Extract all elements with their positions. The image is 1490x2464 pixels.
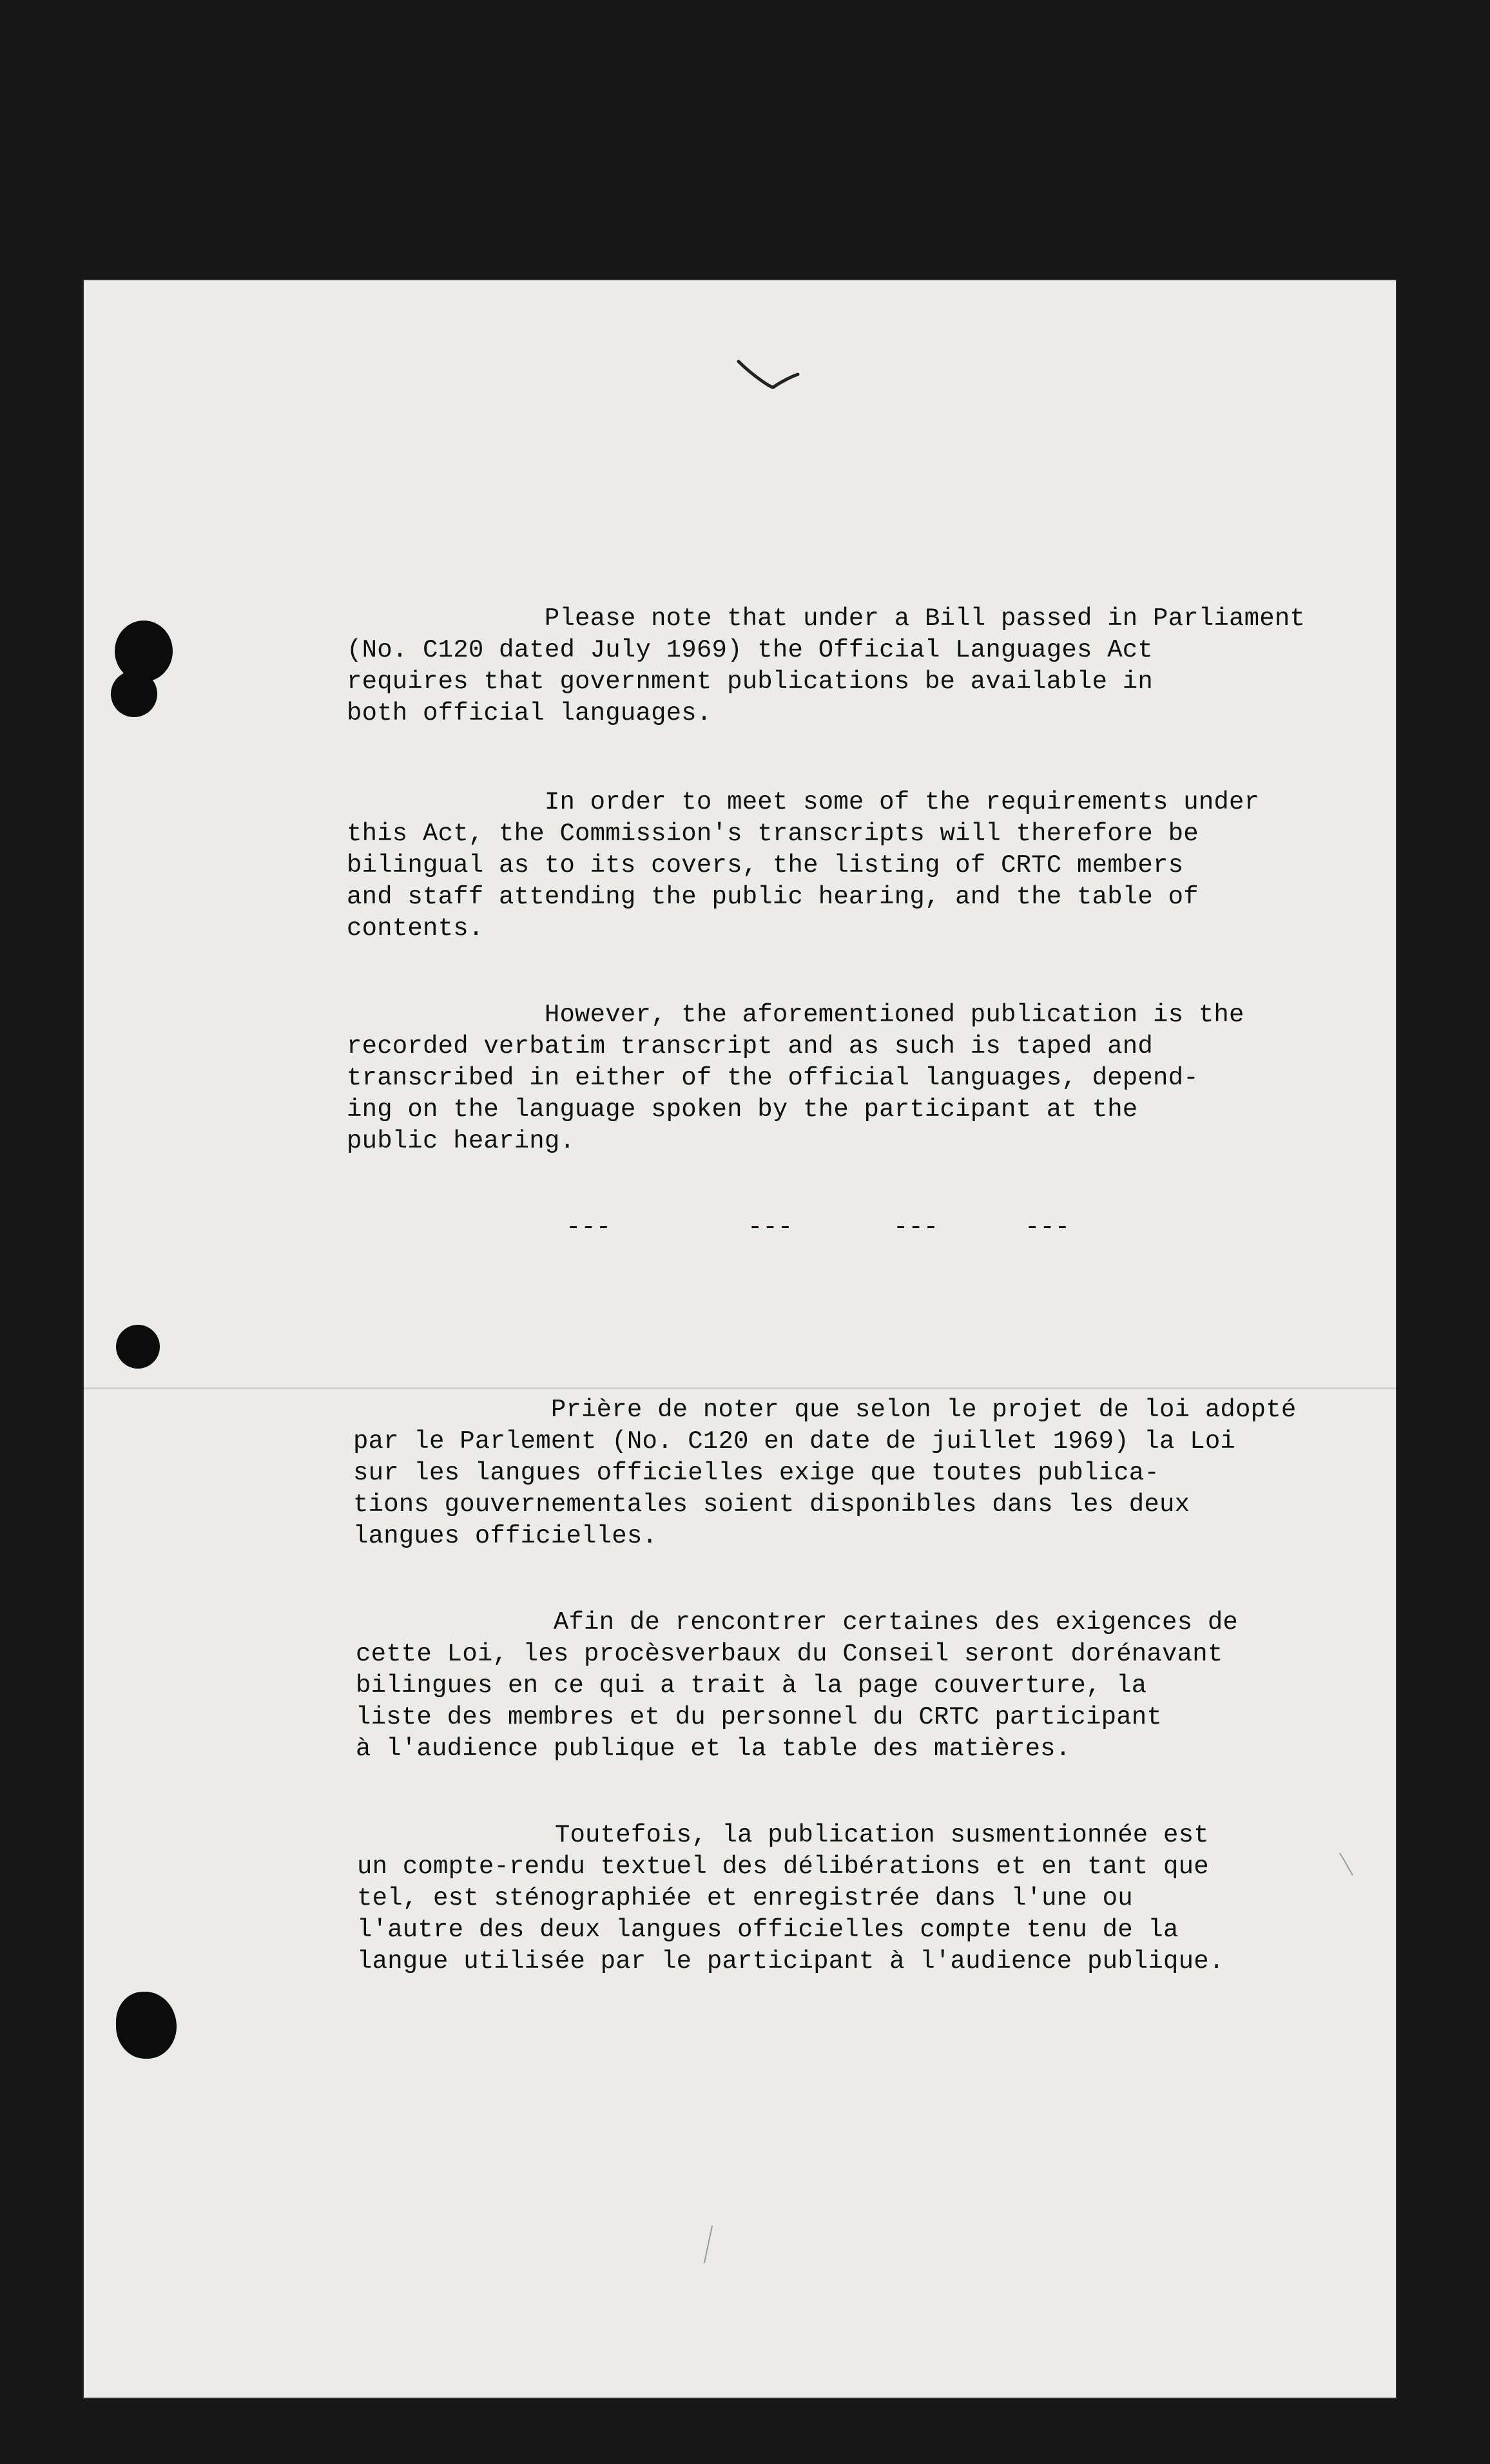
section-separator	[82, 1213, 1397, 1242]
separator-dash: ---	[566, 1213, 612, 1242]
paragraph-en-2: In order to meet some of the requirements under this Act, the Commission's transcripts will therefore be bilingual as to its covers, the listing of CRTC members and staff attending the public hearing, and the table of contents.	[347, 788, 1260, 943]
scan-scratch	[704, 2225, 713, 2263]
punch-hole	[111, 671, 157, 717]
punch-hole	[116, 1992, 177, 2059]
paragraph-en-3: However, the aforementioned publication is the recorded verbatim transcript and as such is taped and transcribed in either of the official languages, depend- ing on the language spoken by the participant at the public hearing.	[347, 1001, 1244, 1155]
separator-dash: ---	[748, 1213, 793, 1242]
document-page	[82, 279, 1397, 2399]
punch-hole	[116, 1325, 160, 1369]
paragraph-fr-1: Prière de noter que selon le projet de loi adopté par le Parlement (No. C120 en date de juillet 1969) la Loi sur les langues officielles exige que toutes publica- tions gouvernementales soient disponibles dans les deux langues officielles.	[353, 1396, 1297, 1550]
separator-dash: ---	[1025, 1213, 1070, 1242]
check-mark-icon	[733, 356, 804, 395]
paragraph-en-1: Please note that under a Bill passed in Parliament (No. C120 dated July 1969) the Official Languages Act requires that government publications be available in both official languages.	[347, 604, 1306, 727]
paragraph-fr-3: Toutefois, la publication susmentionnée est un compte-rendu textuel des délibérations et en tant que tel, est sténographiée et enregistrée dans l'une ou l'autre des deux langues officielles compte tenu de la langue utilisée par le participant à l'audience publique.	[357, 1821, 1224, 1976]
separator-dash: ---	[893, 1213, 939, 1242]
paragraph-fr-2: Afin de rencontrer certaines des exigences de cette Loi, les procèsverbaux du Conseil seront dorénavant bilingues en ce qui a trait à la page couverture, la liste des membres et du personnel du CRTC participant à l'audience publique et la table des matières.	[356, 1608, 1239, 1763]
